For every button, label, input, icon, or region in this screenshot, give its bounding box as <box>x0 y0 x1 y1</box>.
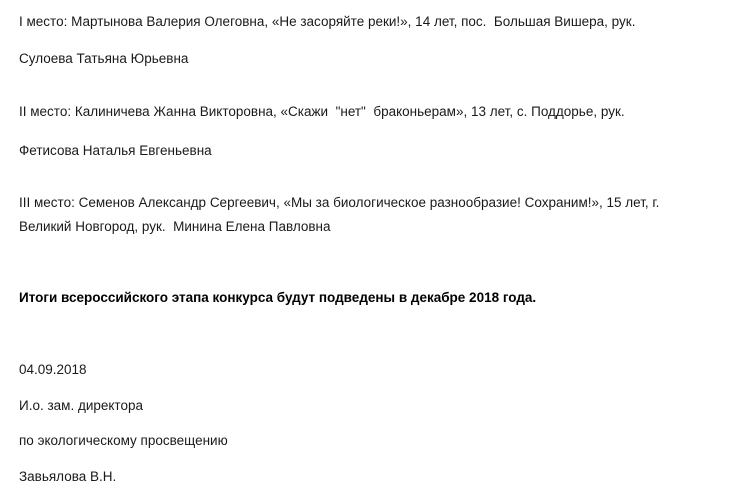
signature-date: 04.09.2018 <box>19 362 87 377</box>
signature-name: Завьялова В.Н. <box>19 469 117 484</box>
second-place-line-2: Фетисова Наталья Евгеньевна <box>19 143 212 158</box>
announcement-text: Итоги всероссийского этапа конкурса будут подведены в декабре 2018 года. <box>19 290 537 305</box>
second-place-line-1: II место: Калиничева Жанна Викторовна, «Скажи "нет" браконьерам», 13 лет, с. Поддорье, рук. <box>19 104 625 119</box>
signature-position-line-2: по экологическому просвещению <box>19 433 228 448</box>
third-place-line-2: Великий Новгород, рук. Минина Елена Павловна <box>19 219 331 234</box>
signature-position-line-1: И.о. зам. директора <box>19 398 143 413</box>
third-place-line-1: III место: Семенов Александр Сергеевич, «Мы за биологическое разнообразие! Сохраним!», 15 лет, г. <box>19 195 660 210</box>
first-place-line-2: Сулоева Татьяна Юрьевна <box>19 51 189 66</box>
first-place-line-1: I место: Мартынова Валерия Олеговна, «Не засоряйте реки!», 14 лет, пос. Большая Вишера, рук. <box>19 14 636 29</box>
